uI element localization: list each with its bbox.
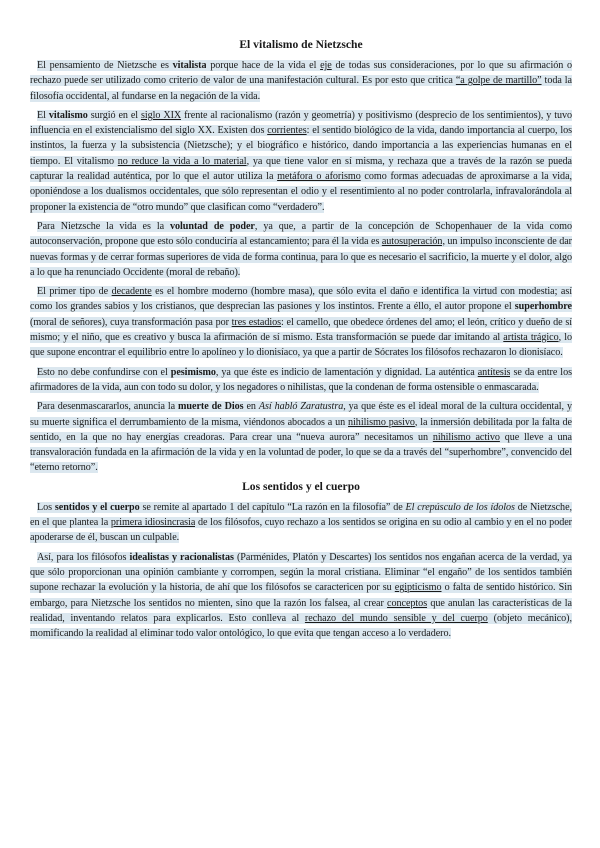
- paragraph: [30, 58, 572, 104]
- text-run: como formas adecuadas de aproximarse a la vida, oponiéndose a los dualismos occidentales, que sólo representan el odio y el resentimiento al no poder controlarla, infravalorándola al proponer la existencia de “otro mundo” que clasifican como “verdadero”.: [30, 171, 572, 213]
- text-run: (objeto mecánico), momificando la realidad al eliminar todo valor ontológico, lo que evita que tengan acceso a lo verdadero.: [30, 612, 572, 640]
- text-run: , ya que, a partir de la concepción de Schopenhauer de la vida como autoconservación, propone que esto sólo conduciría al estancamiento; para él la vida es: [30, 220, 572, 248]
- bold-term: idealistas y racionalistas: [129, 551, 234, 563]
- text-run: (Parménides, Platón y Descartes) los sentidos nos engañan acerca de la verdad, ya que sólo proporcionan una opinión cambiante y corrompen, según la moral cristiana. Eliminar “el engaño” de los sentidos también supone rechazar la evolución y la historia, de ahí que los filósofos se caractericen por su: [30, 551, 572, 594]
- text-run: Para desenmascararlos, anuncia la: [37, 401, 179, 413]
- paragraph: [30, 399, 572, 475]
- underlined-term: eje: [320, 60, 332, 71]
- text-run: : el camello, que obedece órdenes del amo; el león, crítico y dueño de sí mismo; y el niño, que es creativo y busca la afirmación de sí mismo. Esta transformación se puede dar imitando al: [30, 316, 572, 344]
- document-title: El vitalismo de Nietzsche: [239, 38, 363, 51]
- text-run: El pensamiento de Nietzsche es: [37, 60, 173, 71]
- underlined-term: metáfora o aforismo: [277, 171, 361, 183]
- text-run: surgió en el: [87, 109, 141, 121]
- section-title-sentidos: Los sentidos y el cuerpo: [242, 479, 360, 493]
- text-run: que anulan las características de la realidad, inventando relatos para explicarlos. Esto conlleva al: [30, 597, 573, 624]
- underlined-term: antítesis: [477, 366, 511, 378]
- underlined-term: egipticismo: [394, 582, 442, 594]
- bold-term: vitalista: [172, 60, 207, 71]
- text-run: Para Nietzsche la vida es la: [37, 220, 170, 232]
- text-run: o falta de sentido histórico. Sin embargo, para Nietzsche los sentidos no mienten, sino que la razón los falsea, al crear: [30, 582, 572, 609]
- document-body: [30, 38, 572, 645]
- underlined-term: tres estadios: [231, 316, 282, 328]
- underlined-term: “a golpe de martillo”: [455, 75, 542, 87]
- underlined-term: corrientes: [267, 125, 307, 137]
- underlined-term: decadente: [111, 286, 152, 298]
- text-run: Los: [37, 501, 55, 513]
- text-run: de todas sus consideraciones, por lo que su afirmación o rechazo puede ser utilizado como criterio de valor de una manifestación cultural. Es por esto que critica: [30, 60, 573, 87]
- italic-title: Así habló Zaratustra: [258, 401, 344, 413]
- paragraph: [30, 500, 572, 546]
- text-run: , ya que éste es el ideal moral de la cultura occidental, y su muerte significa el derrumbamiento de la misma, viéndonos abocados a un: [30, 401, 572, 428]
- section-vitalismo: [30, 58, 572, 476]
- paragraph: [30, 550, 572, 642]
- underlined-term: primera idiosincrasia: [110, 517, 196, 529]
- text-run: de los filósofos, cuyo rechazo a los sentidos se origina en su odio al cambio y en el no poder apoderarse de él, buscan un culpable.: [30, 517, 572, 544]
- bold-term: muerte de Dios: [178, 401, 244, 413]
- text-run: Así, para los filósofos: [37, 551, 130, 563]
- paragraph: [30, 108, 572, 215]
- paragraph: [30, 365, 572, 396]
- text-run: El: [37, 109, 49, 121]
- underlined-term: conceptos: [387, 597, 428, 609]
- underlined-term: artista trágico: [503, 332, 559, 344]
- text-run: porque hace de la vida el: [206, 60, 321, 71]
- text-run: , ya que tiene valor en sí misma, y rechaza que a través de la razón se pueda capturar la realidad auténtica, por lo que el autor utiliza la: [30, 155, 572, 183]
- text-run: toda la filosofía occidental, al fundarse en la negación de la vida.: [30, 75, 572, 102]
- paragraph: [30, 284, 572, 360]
- text-run: (moral de señores), cuya transformación pasa por: [30, 316, 232, 328]
- text-run: : el sentido biológico de la vida, dando importancia al cuerpo, los instintos, la fuerza y la subsistencia (Nietzsche); y el biográfico e histórico, dando importancia a las experiencias humanas en el tiempo. El vitalismo: [30, 125, 572, 167]
- text-run: se remite al apartado 1 del capítulo “La razón en la filosofía” de: [139, 501, 406, 513]
- text-run: en: [243, 401, 259, 413]
- underlined-term: siglo XIX: [140, 109, 182, 121]
- bold-term: vitalismo: [48, 109, 88, 121]
- text-run: es el hombre moderno (hombre masa), que sólo evita el daño e identifica la virtud con modestia; así como los grandes sabios y los cristianos, que desprecian las pasiones y los instintos. Frente a éllo, el autor propone el: [30, 286, 572, 313]
- text-run: El primer tipo de: [37, 286, 112, 298]
- text-run: que lleve a una transvaloración fundada en la afirmación de la vida y en la voluntad de poder, lo que se da a través del “superhombre”, convencido del “eterno retorno”.: [30, 431, 572, 474]
- underlined-term: nihilismo pasivo: [348, 416, 415, 428]
- underlined-term: no reduce la vida a lo material: [117, 155, 247, 167]
- italic-title: El crepúsculo de los ídolos: [405, 501, 515, 513]
- bold-term: voluntad de poder: [170, 220, 255, 232]
- text-run: frente al racionalismo (razón y geometría) y positivismo (desprecio de los sentimientos), y tuvo influencia en el existencialismo del siglo XX. Existen dos: [30, 109, 572, 137]
- text-run: se da entre los afirmadores de la vida, aun con todo su dolor, y los negadores o nihilistas, que la condenan de forma ostensible o enmascarada.: [30, 366, 572, 393]
- text-run: , la inmersión debilitada por la falta de sentido, en la que no hay energías creadoras. Para crear una “nueva aurora” necesitamos un: [30, 416, 572, 443]
- text-run: Esto no debe confundirse con el: [37, 366, 171, 378]
- bold-term: sentidos y el cuerpo: [54, 501, 140, 513]
- text-run: , ya que éste es indicio de lamentación y dignidad. La auténtica: [215, 366, 478, 378]
- bold-term: pesimismo: [170, 366, 216, 378]
- underlined-term: nihilismo activo: [432, 431, 500, 443]
- text-run: de Nietzsche, en el que plantea la: [30, 501, 572, 529]
- text-run: , lo que supone encontrar el equilibrio entre lo apolíneo y lo dionisíaco, ya que a partir de Sócrates los filósofos rechazaron lo dionisíaco.: [30, 332, 572, 359]
- paragraph: [30, 219, 572, 280]
- bold-term: superhombre: [514, 301, 572, 313]
- underlined-term: rechazo del mundo sensible y del cuerpo: [304, 612, 488, 624]
- underlined-term: autosuperación: [381, 236, 443, 248]
- text-run: , un impulso inconsciente de dar nuevas formas y de cerrar formas superiores de vida de forma continua, para lo que es necesario el sacrificio, la muerte y el dolor, algo a lo que ha renunciado Occidente (moral de rebaño).: [30, 236, 572, 278]
- section-sentidos: [30, 500, 572, 642]
